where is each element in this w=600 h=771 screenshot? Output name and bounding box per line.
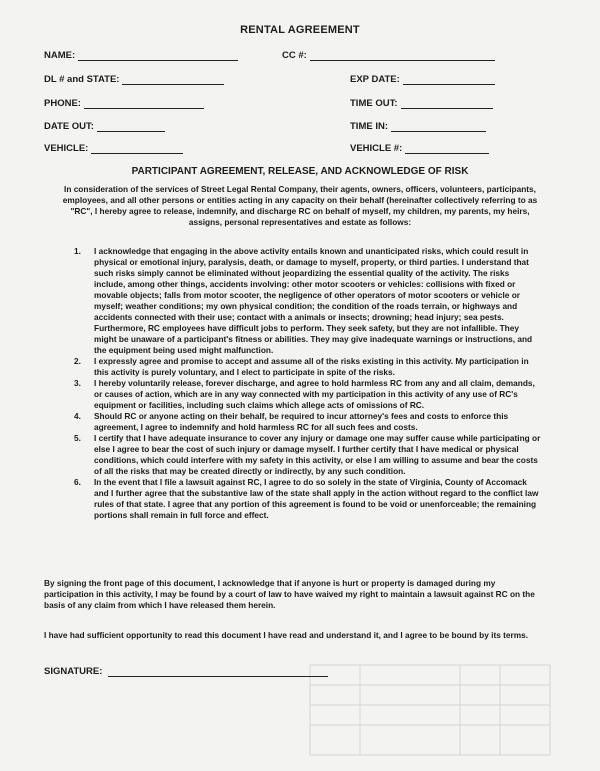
name-label: NAME: bbox=[44, 50, 76, 61]
phone-label: PHONE: bbox=[44, 98, 81, 109]
section-heading: PARTICIPANT AGREEMENT, RELEASE, AND ACKNOWLEDGE OF RISK bbox=[131, 166, 469, 177]
term-number: 5. bbox=[74, 433, 81, 443]
exp-date-label: EXP DATE: bbox=[350, 74, 400, 85]
term-item bbox=[74, 477, 542, 521]
time-in-line[interactable] bbox=[391, 122, 486, 132]
cc-field bbox=[282, 50, 495, 61]
term-text: I acknowledge that engaging in the above activity entails known and unanticipated risks, which could result in physical or emotional injury, paralysis, death, or damage to myself, property, or third parties. I understand that such risks simply cannot be eliminated without jeopardizing the essential quality of the activity. The risks include, among other things, accidents involving: other motor scooters or vehicles: collisions with fixed or movable objects; falls from motor scooter, the negligence of other operators of motor scooters or vehicle or myself; weather conditions; my own physical condition; the condition of the roads terrain, or highways and accidents connected with their use; contact with a animals or insects; drowning; head injury; sea pests. Furthermore, RC employees have difficult jobs to perform. They seek safety, but they are not infallible. They might be unaware of a participant's fitness or abilities. They may give inadequate warnings or instructions, and the equipment being used might malfunction. bbox=[94, 246, 533, 355]
term-item bbox=[74, 433, 542, 477]
vehicle-number-line[interactable] bbox=[405, 144, 489, 154]
term-text: I certify that I have adequate insurance to cover any injury or damage one may suffer cause while participating or else I agree to bear the cost of such injury or damage myself. I further certify that I have medical or physical conditions, which could interfere with my safety in this activity, or else I am willing to assume and bear the costs of all the risks that may be created directly or indirectly, by any such condition. bbox=[94, 433, 541, 476]
vehicle-field bbox=[44, 143, 183, 154]
term-number: 3. bbox=[74, 378, 81, 388]
term-text: I expressly agree and promise to accept and assume all of the risks existing in this activity. My participation in this activity is purely voluntary, and I elect to participate in spite of the risks. bbox=[94, 356, 529, 377]
term-item bbox=[74, 378, 542, 411]
exp-date-line[interactable] bbox=[403, 75, 495, 85]
term-number: 1. bbox=[74, 246, 81, 256]
time-in-label: TIME IN: bbox=[350, 121, 388, 132]
date-out-line[interactable] bbox=[97, 122, 165, 132]
date-out-label: DATE OUT: bbox=[44, 121, 94, 132]
vehicle-number-label: VEHICLE #: bbox=[350, 143, 403, 154]
time-out-label: TIME OUT: bbox=[350, 98, 398, 109]
phone-field bbox=[44, 98, 204, 109]
dl-state-field bbox=[44, 74, 224, 85]
time-out-field bbox=[350, 98, 493, 109]
dl-state-label: DL # and STATE: bbox=[44, 74, 120, 85]
phone-line[interactable] bbox=[84, 99, 204, 109]
signature-field bbox=[44, 666, 328, 677]
time-out-line[interactable] bbox=[401, 99, 493, 109]
vehicle-label: VEHICLE: bbox=[44, 143, 89, 154]
signature-label: SIGNATURE: bbox=[44, 666, 103, 677]
terms-agreement-paragraph: I have had sufficient opportunity to read this document I have read and understand it, and I agree to be bound by its terms. bbox=[44, 630, 529, 640]
terms-list bbox=[74, 246, 542, 521]
name-line[interactable] bbox=[78, 51, 238, 61]
term-text: Should RC or anyone acting on their behalf, be required to incur attorney's fees and costs to enforce this agreement, I agree to indemnify and hold harmless RC for all such fees and costs. bbox=[94, 411, 509, 432]
term-text: I hereby voluntarily release, forever discharge, and agree to hold harmless RC from any and all claim, demands, or causes of action, which are in any way connected with my participation in this activity of any use of RC's equipment or facilities, including such claims which allege acts of omissions of RC. bbox=[94, 378, 535, 410]
term-item bbox=[74, 411, 542, 433]
document-title: RENTAL AGREEMENT bbox=[240, 24, 360, 36]
term-number: 6. bbox=[74, 477, 81, 487]
dl-state-line[interactable] bbox=[122, 75, 224, 85]
signature-line[interactable] bbox=[108, 667, 328, 677]
cc-line[interactable] bbox=[310, 51, 495, 61]
term-text: In the event that I file a lawsuit against RC, I agree to do so solely in the state of Virginia, County of Accomack and I further agree that the substantive law of the state shall apply in the action without regard to the conflict law rules of that state. I agree that any portion of this agreement is found to be void or unenforceable; the remaining portions shall remain in full force and effect. bbox=[94, 477, 539, 520]
vehicle-number-field bbox=[350, 143, 489, 154]
show-through-table-graphic bbox=[300, 660, 560, 760]
date-out-field bbox=[44, 121, 165, 132]
term-item bbox=[74, 356, 542, 378]
term-number: 2. bbox=[74, 356, 81, 366]
term-number: 4. bbox=[74, 411, 81, 421]
term-item bbox=[74, 246, 542, 356]
vehicle-line[interactable] bbox=[91, 144, 183, 154]
time-in-field bbox=[350, 121, 486, 132]
acknowledgement-paragraph: By signing the front page of this document, I acknowledge that if anyone is hurt or property is damaged during my participation in this activity, I may be found by a court of law to have waived my right to maintain a lawsuit against RC on the basis of any claim from which I have released them herein. bbox=[44, 578, 535, 610]
name-field bbox=[44, 50, 238, 61]
exp-date-field bbox=[350, 74, 495, 85]
cc-label: CC #: bbox=[282, 50, 307, 61]
intro-paragraph: In consideration of the services of Street Legal Rental Company, their agents, owners, officers, volunteers, participants, employees, and all other persons or entities acting in any capacity on their behalf (hereinafter collectively referring to as "RC", I hereby agree to release, indemnify, and discharge RC on behalf of myself, my children, my parents, my heirs, assigns, personal representatives and estate as follows: bbox=[62, 184, 538, 227]
